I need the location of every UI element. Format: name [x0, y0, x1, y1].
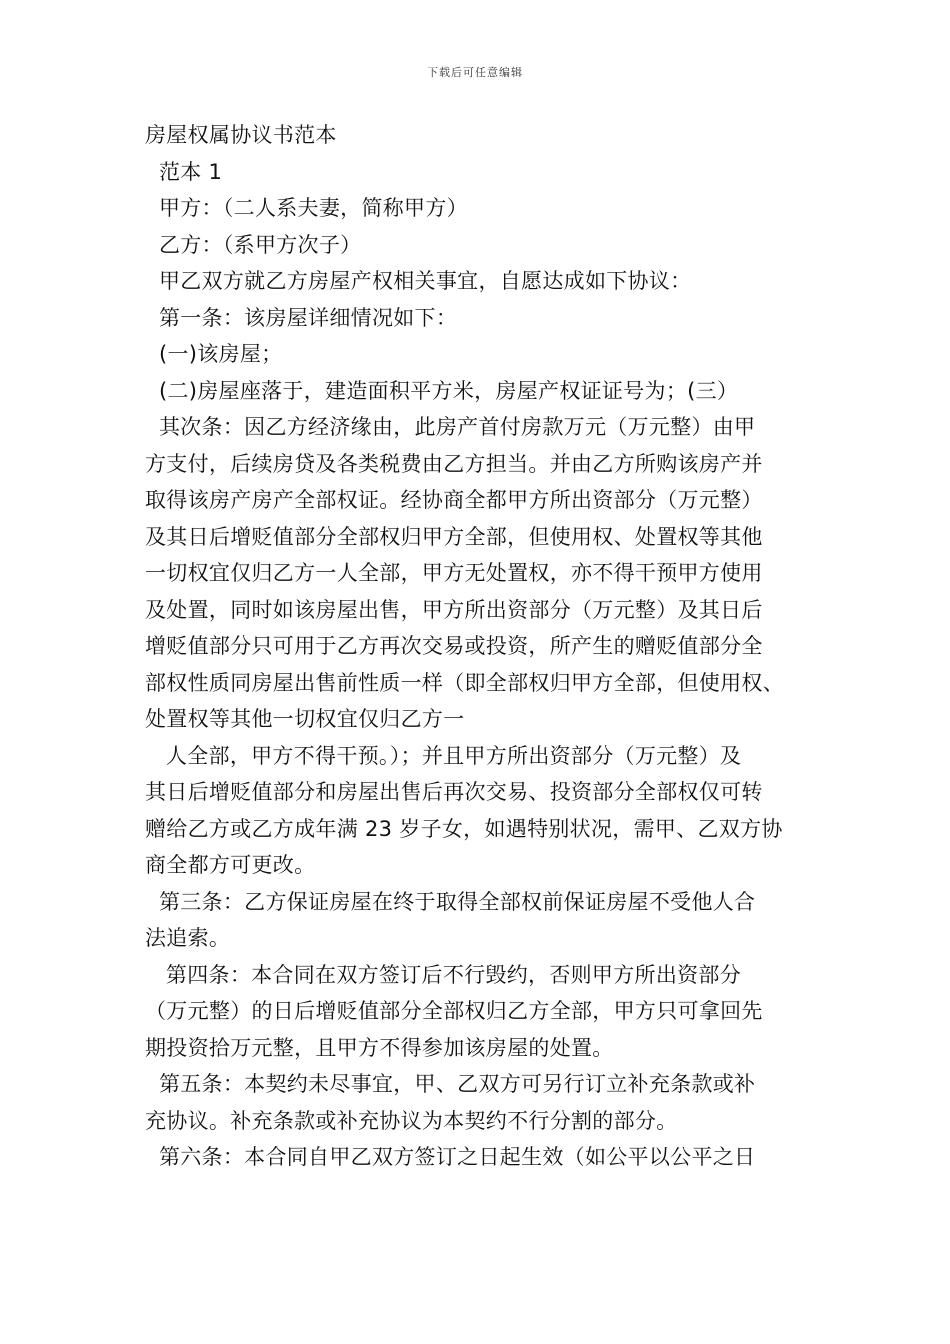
paragraph-line: (二)房屋座落于，建造面积平方米，房屋产权证证号为；(三）: [145, 378, 739, 403]
paragraph-line: 充协议。补充条款或补充协议为本契约不行分割的部分。: [145, 1108, 678, 1133]
document-body: [145, 117, 825, 1176]
paragraph-line: 第四条：本合同在双方签订后不行毁约，否则甲方所出资部分: [145, 962, 742, 987]
paragraph-line: 人全部，甲方不得干预。）；并且甲方所出资部分（万元整）及: [145, 743, 742, 768]
paragraph-line: 乙方：（系甲方次子）: [145, 232, 362, 257]
paragraph-line: 第五条：本契约未尽事宜，甲、乙双方可另行订立补充条款或补: [145, 1072, 756, 1096]
paragraph-line: 甲乙双方就乙方房屋产权相关事宜，自愿达成如下协议：: [145, 269, 692, 293]
paragraph-line: 部权性质同房屋出售前性质一样（即全部权归甲方全部，但使用权、: [145, 670, 784, 695]
paragraph-line: 处置权等其他一切权宜仅归乙方一: [145, 707, 465, 731]
paragraph-line: 第六条：本合同自甲乙双方签订之日起生效（如公平以公平之日: [145, 1145, 756, 1169]
paragraph-line: 其日后增贬值部分和房屋出售后再次交易、投资部分全部权仅可转: [145, 780, 763, 804]
document-title: 房屋权属协议书范本: [145, 123, 337, 147]
paragraph-line: （万元整）的日后增贬值部分全部权归乙方全部，甲方只可拿回先: [145, 999, 763, 1023]
paragraph-line: 其次条：因乙方经济缘由，此房产首付房款万元（万元整）由甲: [145, 415, 756, 439]
paragraph-line: 范本 1: [145, 159, 223, 184]
paragraph-line: 第一条：该房屋详细情况如下：: [145, 305, 458, 330]
paragraph-line: 商全都方可更改。: [145, 853, 316, 877]
paragraph-line: 赠给乙方或乙方成年满 23 岁子女，如遇特别状况，需甲、乙双方协: [145, 816, 783, 841]
paragraph-line: 一切权宜仅归乙方一人全部，甲方无处置权，亦不得干预甲方使用: [145, 561, 763, 585]
paragraph-line: 法追索。: [145, 926, 231, 950]
paragraph-line: 甲方：（二人系夫妻，简称甲方）: [145, 196, 468, 220]
paragraph-line: 及其日后增贬值部分全部权归甲方全部，但使用权、处置权等其他: [145, 524, 763, 549]
paragraph-line: 取得该房产房产全部权证。经协商全都甲方所出资部分（万元整）: [145, 488, 763, 512]
paragraph-line: 方支付，后续房贷及各类税费由乙方担当。并由乙方所购该房产并: [145, 451, 763, 476]
paragraph-line: 及处置，同时如该房屋出售，甲方所出资部分（万元整）及其日后: [145, 597, 763, 622]
paragraph-line: 期投资拾万元整，且甲方不得参加该房屋的处置。: [145, 1035, 614, 1060]
header-note: 下载后可任意编辑: [427, 66, 523, 79]
paragraph-line: 增贬值部分只可用于乙方再次交易或投资，所产生的赠贬值部分全: [145, 634, 763, 658]
paragraph-line: 第三条：乙方保证房屋在终于取得全部权前保证房屋不受他人合: [145, 889, 756, 914]
paragraph-line: (一)该房屋；: [145, 342, 283, 366]
